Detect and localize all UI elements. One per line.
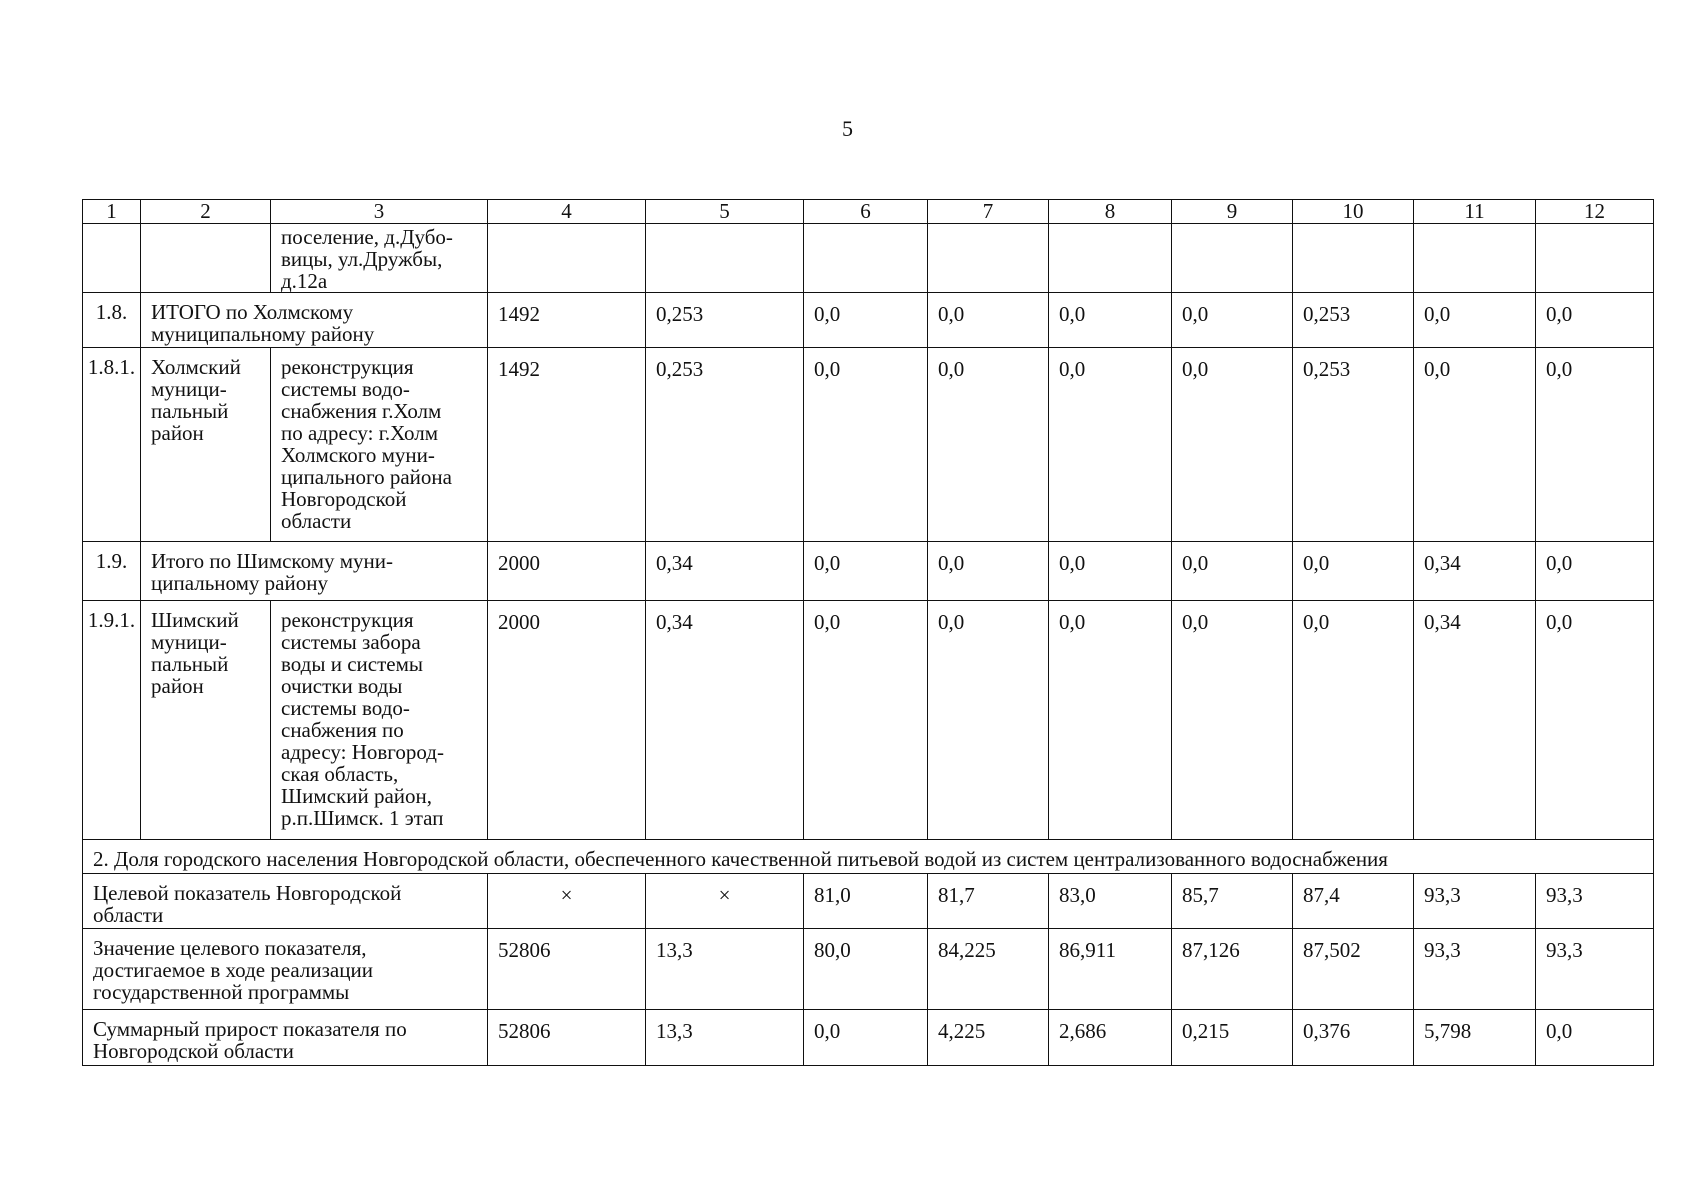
table-row <box>83 601 1654 840</box>
value-cell: 0,0 <box>1536 348 1654 542</box>
column-number: 3 <box>271 200 488 224</box>
district-cell: Холмский муници- пальный район <box>141 348 271 542</box>
section-title-row <box>83 840 1654 874</box>
value-cell: 0,0 <box>1172 293 1293 348</box>
value-cell: 93,3 <box>1536 874 1654 929</box>
value-cell: 0,0 <box>804 601 928 840</box>
value-cell: 0,0 <box>928 293 1049 348</box>
row-number-cell <box>83 224 141 293</box>
value-cell: 0,0 <box>1049 542 1172 601</box>
value-cell: 52806 <box>488 929 646 1010</box>
value-cell <box>1293 224 1414 293</box>
page-number: 5 <box>842 116 853 141</box>
column-number: 4 <box>488 200 646 224</box>
value-cell: 87,4 <box>1293 874 1414 929</box>
value-cell: 0,0 <box>928 542 1049 601</box>
value-cell: 80,0 <box>804 929 928 1010</box>
column-number: 8 <box>1049 200 1172 224</box>
value-cell: 0,34 <box>1414 542 1536 601</box>
object-cell: поселение, д.Дубо- вицы, ул.Дружбы, д.12а <box>271 224 488 293</box>
value-cell: 0,0 <box>804 1010 928 1066</box>
column-number: 9 <box>1172 200 1293 224</box>
value-cell: 0,0 <box>1414 348 1536 542</box>
not-applicable-mark: × <box>488 874 646 929</box>
value-cell: 2000 <box>488 601 646 840</box>
value-cell: 0,0 <box>1414 293 1536 348</box>
value-cell: 0,0 <box>804 348 928 542</box>
program-table <box>82 199 1654 1066</box>
object-cell: реконструкция системы забора воды и системы очистки воды системы водо- снабжения по адресу: Новгород- ская область, Шимский район, р.п.Шимск. 1 этап <box>271 601 488 840</box>
value-cell <box>804 224 928 293</box>
column-number: 12 <box>1536 200 1654 224</box>
value-cell <box>928 224 1049 293</box>
table-row <box>83 542 1654 601</box>
value-cell <box>1414 224 1536 293</box>
value-cell: 0,34 <box>646 542 804 601</box>
row-number-cell: 1.8.1. <box>83 348 141 542</box>
column-number: 5 <box>646 200 804 224</box>
row-label-cell: ИТОГО по Холмскому муниципальному району <box>141 293 488 348</box>
value-cell: 93,3 <box>1536 929 1654 1010</box>
column-number: 2 <box>141 200 271 224</box>
value-cell: 0,0 <box>1536 542 1654 601</box>
value-cell: 0,0 <box>1172 348 1293 542</box>
row-label-cell: Итого по Шимскому муни- ципальному району <box>141 542 488 601</box>
indicator-label: Суммарный прирост показателя по Новгородской области <box>83 1010 488 1066</box>
value-cell: 0,376 <box>1293 1010 1414 1066</box>
value-cell: 81,0 <box>804 874 928 929</box>
value-cell: 0,0 <box>1049 293 1172 348</box>
indicator-row <box>83 874 1654 929</box>
value-cell: 86,911 <box>1049 929 1172 1010</box>
value-cell: 93,3 <box>1414 929 1536 1010</box>
value-cell: 0,253 <box>1293 293 1414 348</box>
column-number-row <box>83 200 1654 224</box>
value-cell: 0,0 <box>1172 601 1293 840</box>
value-cell: 0,0 <box>1049 601 1172 840</box>
value-cell: 13,3 <box>646 929 804 1010</box>
value-cell <box>646 224 804 293</box>
column-number: 10 <box>1293 200 1414 224</box>
indicator-row <box>83 929 1654 1010</box>
row-number-cell: 1.9. <box>83 542 141 601</box>
column-number: 6 <box>804 200 928 224</box>
value-cell: 0,253 <box>646 293 804 348</box>
value-cell: 0,0 <box>1536 293 1654 348</box>
district-cell: Шимский муници- пальный район <box>141 601 271 840</box>
value-cell: 0,0 <box>1293 601 1414 840</box>
value-cell <box>1536 224 1654 293</box>
value-cell: 4,225 <box>928 1010 1049 1066</box>
column-number: 7 <box>928 200 1049 224</box>
value-cell: 0,0 <box>1536 1010 1654 1066</box>
value-cell: 0,0 <box>1172 542 1293 601</box>
value-cell <box>1049 224 1172 293</box>
table-row <box>83 293 1654 348</box>
value-cell: 0,34 <box>1414 601 1536 840</box>
value-cell: 2000 <box>488 542 646 601</box>
column-number: 11 <box>1414 200 1536 224</box>
value-cell: 84,225 <box>928 929 1049 1010</box>
indicator-row <box>83 1010 1654 1066</box>
value-cell: 0,34 <box>646 601 804 840</box>
value-cell: 0,0 <box>804 542 928 601</box>
value-cell: 93,3 <box>1414 874 1536 929</box>
column-number: 1 <box>83 200 141 224</box>
value-cell: 0,0 <box>804 293 928 348</box>
table-row <box>83 348 1654 542</box>
not-applicable-mark: × <box>646 874 804 929</box>
value-cell: 0,0 <box>1536 601 1654 840</box>
value-cell: 0,215 <box>1172 1010 1293 1066</box>
table-row <box>83 224 1654 293</box>
value-cell: 5,798 <box>1414 1010 1536 1066</box>
value-cell: 2,686 <box>1049 1010 1172 1066</box>
value-cell <box>488 224 646 293</box>
value-cell: 87,126 <box>1172 929 1293 1010</box>
value-cell: 83,0 <box>1049 874 1172 929</box>
row-number-cell: 1.9.1. <box>83 601 141 840</box>
indicator-label: Целевой показатель Новгородской области <box>83 874 488 929</box>
value-cell <box>1172 224 1293 293</box>
district-cell <box>141 224 271 293</box>
value-cell: 0,0 <box>928 348 1049 542</box>
value-cell: 0,253 <box>646 348 804 542</box>
section-title: 2. Доля городского населения Новгородской области, обеспеченного качественной питьевой водой из систем централизованного водоснабжения <box>83 840 1654 874</box>
value-cell: 0,0 <box>1293 542 1414 601</box>
value-cell: 13,3 <box>646 1010 804 1066</box>
value-cell: 81,7 <box>928 874 1049 929</box>
value-cell: 0,0 <box>1049 348 1172 542</box>
value-cell: 0,253 <box>1293 348 1414 542</box>
value-cell: 0,0 <box>928 601 1049 840</box>
value-cell: 1492 <box>488 293 646 348</box>
object-cell: реконструкция системы водо- снабжения г.Холм по адресу: г.Холм Холмского муни- ципального района Новгородской области <box>271 348 488 542</box>
value-cell: 52806 <box>488 1010 646 1066</box>
row-number-cell: 1.8. <box>83 293 141 348</box>
indicator-label: Значение целевого показателя, достигаемое в ходе реализации государственной программы <box>83 929 488 1010</box>
value-cell: 87,502 <box>1293 929 1414 1010</box>
value-cell: 85,7 <box>1172 874 1293 929</box>
value-cell: 1492 <box>488 348 646 542</box>
